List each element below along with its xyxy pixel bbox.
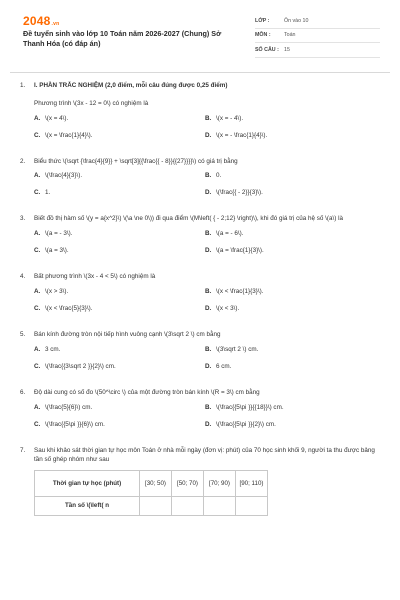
option-text: \(x < 3\). bbox=[216, 305, 240, 313]
option-text: \(x < \frac{5}{3}\). bbox=[45, 305, 93, 313]
option-letter: A. bbox=[34, 288, 41, 296]
option-c bbox=[34, 188, 205, 198]
meta-label: SỐ CÂU : bbox=[255, 46, 279, 53]
table-cell bbox=[172, 497, 204, 516]
table-header-cell: Tần số \(\left( n bbox=[35, 497, 140, 516]
option-text: 6 cm. bbox=[216, 362, 232, 370]
section-title: I. PHẦN TRẮC NGHIỆM (2,0 điểm, mỗi câu đúng được 0,25 điểm) bbox=[34, 82, 228, 89]
option-text: \(a = \frac{1}{3}\). bbox=[216, 247, 264, 255]
question-text: Biết đồ thị hàm số \(y = a{x^2}\) \(\a \ne 0\)) đi qua điểm \(M\left( { - 2;12} \right)\), khi đó giá trị của hệ số \(a\) là bbox=[34, 215, 344, 223]
option-letter: C. bbox=[34, 305, 41, 313]
option-text: \(x = \frac{1}{4}\). bbox=[45, 131, 93, 139]
option-letter: D. bbox=[205, 189, 212, 197]
meta-label: MÔN : bbox=[255, 32, 271, 39]
question-7 bbox=[20, 446, 385, 517]
question-text: Biểu thức \(\sqrt {\frac{4}{9}} + \sqrt[3]{{\frac{{ - 8}}{{27}}}}\) có giá trị bằng bbox=[34, 157, 238, 165]
table-row bbox=[35, 497, 268, 516]
option-text: \(\frac{{5\pi }}{2}\) cm. bbox=[216, 420, 276, 428]
question-text: Phương trình \(3x - 12 = 0\) có nghiệm là bbox=[34, 99, 149, 107]
answer-options bbox=[34, 287, 385, 321]
option-a bbox=[34, 287, 205, 297]
option-letter: B. bbox=[205, 403, 212, 411]
question-list bbox=[20, 77, 385, 516]
table-cell bbox=[236, 497, 268, 516]
option-letter: A. bbox=[34, 114, 41, 122]
meta-row-count bbox=[255, 43, 380, 58]
option-d bbox=[205, 420, 376, 430]
meta-info bbox=[255, 14, 380, 58]
option-letter: B. bbox=[205, 114, 212, 122]
option-b bbox=[205, 287, 376, 297]
option-letter: D. bbox=[205, 305, 212, 313]
option-a bbox=[34, 345, 205, 355]
option-letter: B. bbox=[205, 288, 212, 296]
question-2 bbox=[20, 157, 385, 206]
option-a bbox=[34, 403, 205, 413]
option-b bbox=[205, 171, 376, 181]
option-text: \(x = 4\). bbox=[45, 114, 69, 122]
meta-row-subject bbox=[255, 29, 380, 44]
option-letter: D. bbox=[205, 247, 212, 255]
question-5 bbox=[20, 330, 385, 379]
option-letter: A. bbox=[34, 403, 41, 411]
option-text: \(\frac{{ - 2}}{3}\). bbox=[216, 189, 263, 197]
meta-value: Toán bbox=[284, 32, 296, 39]
option-a bbox=[34, 229, 205, 239]
meta-value: Ôn vào 10 bbox=[284, 17, 309, 24]
option-d bbox=[205, 304, 376, 314]
question-number: 7. bbox=[20, 446, 26, 454]
question-number: 3. bbox=[20, 215, 26, 223]
option-d bbox=[205, 246, 376, 256]
meta-value: 15 bbox=[284, 46, 290, 53]
option-letter: B. bbox=[205, 172, 212, 180]
table-header-cell: Thời gian tự học (phút) bbox=[35, 471, 140, 497]
option-letter: C. bbox=[34, 362, 41, 370]
question-number: 4. bbox=[20, 273, 26, 281]
option-b bbox=[205, 345, 376, 355]
option-text: \(\frac{5}{6}\) cm. bbox=[45, 403, 93, 411]
option-c bbox=[34, 304, 205, 314]
question-text: Bán kính đường tròn nội tiếp hình vuông cạnh \(3\sqrt 2 \) cm bằng bbox=[34, 330, 221, 338]
option-letter: C. bbox=[34, 131, 41, 139]
answer-options bbox=[34, 229, 385, 263]
answer-options bbox=[34, 114, 385, 148]
option-letter: B. bbox=[205, 345, 212, 353]
question-3 bbox=[20, 214, 385, 263]
question-text: Sau khi khảo sát thời gian tự học môn Toán ở nhà mỗi ngày (đơn vị: phút) của 70 học sinh khối 9, người ta thu được bảng tần số ghép nhóm như sau bbox=[34, 446, 375, 464]
option-b bbox=[205, 403, 376, 413]
option-letter: A. bbox=[34, 230, 41, 238]
option-c bbox=[34, 420, 205, 430]
option-c bbox=[34, 362, 205, 372]
option-a bbox=[34, 171, 205, 181]
option-text: \(x = - 4\). bbox=[216, 114, 244, 122]
option-b bbox=[205, 114, 376, 124]
table-cell: [70; 90) bbox=[204, 471, 236, 497]
option-text: \(a = - 6\). bbox=[216, 230, 244, 238]
logo-suffix: .vn bbox=[51, 21, 60, 27]
option-d bbox=[205, 131, 376, 141]
option-text: 3 cm. bbox=[45, 345, 61, 353]
option-text: \(\frac{4}{3}\). bbox=[45, 172, 83, 180]
answer-options bbox=[34, 403, 385, 437]
option-letter: C. bbox=[34, 420, 41, 428]
answer-options bbox=[34, 171, 385, 205]
option-text: 1. bbox=[45, 189, 51, 197]
table-cell bbox=[140, 497, 172, 516]
frequency-table bbox=[34, 470, 268, 516]
option-letter: C. bbox=[34, 189, 41, 197]
question-4 bbox=[20, 272, 385, 321]
option-letter: A. bbox=[34, 172, 41, 180]
option-text: \(\frac{{5\pi }}{{18}}\) cm. bbox=[216, 403, 284, 411]
option-letter: D. bbox=[205, 420, 212, 428]
table-cell: [50; 70) bbox=[172, 471, 204, 497]
option-c bbox=[34, 131, 205, 141]
option-letter: D. bbox=[205, 362, 212, 370]
option-text: \(3\sqrt 2 \) cm. bbox=[216, 345, 259, 353]
option-c bbox=[34, 246, 205, 256]
question-text: Bất phương trình \(3x - 4 < 5\) có nghiệm là bbox=[34, 273, 156, 281]
question-number: 1. bbox=[20, 82, 26, 89]
meta-row-class bbox=[255, 14, 380, 29]
option-d bbox=[205, 188, 376, 198]
question-text: Độ dài cung có số đo \(50^\circ \) của một đường tròn bán kính \(R = 3\) cm bằng bbox=[34, 388, 260, 396]
option-text: \(\frac{{3\sqrt 2 }}{2}\) cm. bbox=[45, 362, 116, 370]
question-1 bbox=[20, 81, 385, 148]
meta-label: LỚP : bbox=[255, 17, 270, 24]
option-letter: A. bbox=[34, 345, 41, 353]
option-text: \(a = 3\). bbox=[45, 247, 69, 255]
header bbox=[0, 0, 400, 70]
option-b bbox=[205, 229, 376, 239]
question-number: 6. bbox=[20, 388, 26, 396]
header-divider bbox=[10, 72, 390, 73]
answer-options bbox=[34, 345, 385, 379]
option-a bbox=[34, 114, 205, 124]
option-text: \(x < \frac{1}{3}\). bbox=[216, 288, 264, 296]
site-logo[interactable] bbox=[23, 14, 59, 28]
option-letter: C. bbox=[34, 247, 41, 255]
question-number: 5. bbox=[20, 330, 26, 338]
option-text: \(\frac{{5\pi }}{6}\) cm. bbox=[45, 420, 105, 428]
option-d bbox=[205, 362, 376, 372]
document-title: Đề tuyển sinh vào lớp 10 Toán năm 2026-2027 (Chung) Sở Thanh Hóa (có đáp án) bbox=[23, 29, 222, 48]
table-cell bbox=[204, 497, 236, 516]
option-text: \(x = - \frac{1}{4}\). bbox=[216, 131, 268, 139]
table-row bbox=[35, 471, 268, 497]
question-number: 2. bbox=[20, 157, 26, 165]
table-cell: [90; 110) bbox=[236, 471, 268, 497]
option-text: 0. bbox=[216, 172, 222, 180]
option-text: \(x > 3\). bbox=[45, 288, 69, 296]
logo-text: 2048 bbox=[23, 14, 51, 28]
question-6 bbox=[20, 388, 385, 437]
table-cell: [30; 50) bbox=[140, 471, 172, 497]
option-letter: D. bbox=[205, 131, 212, 139]
option-text: \(a = - 3\). bbox=[45, 230, 73, 238]
option-letter: B. bbox=[205, 230, 212, 238]
